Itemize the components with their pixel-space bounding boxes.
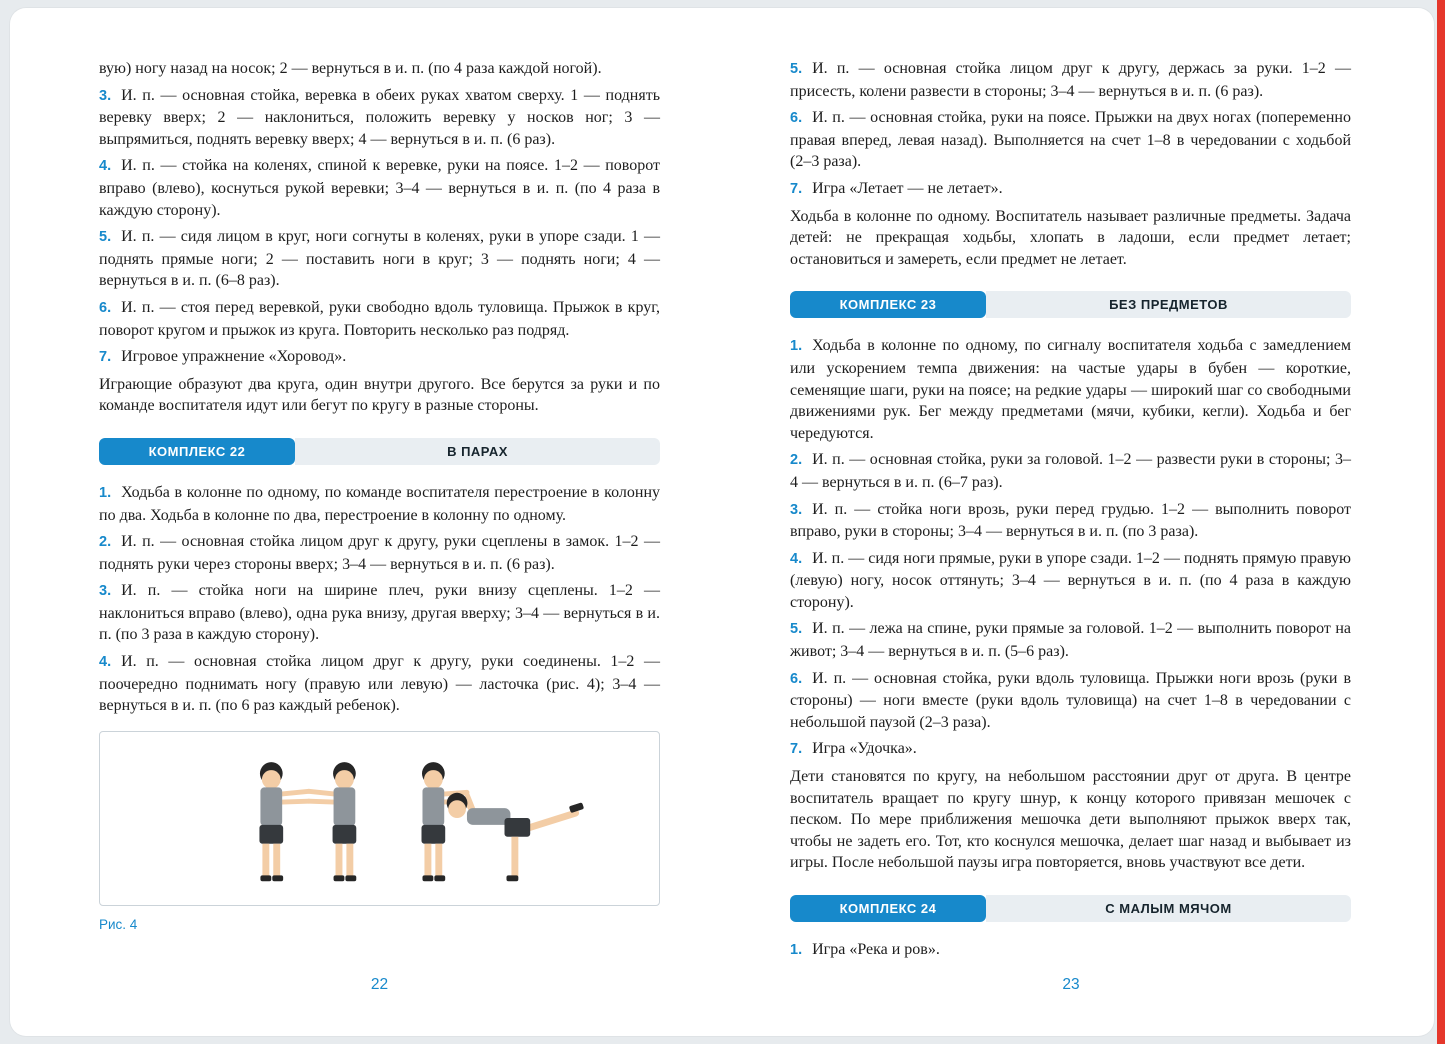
item-number: 7. [790,741,803,758]
figure-caption: Рис. 4 [99,916,138,932]
exercise-item [790,449,1351,493]
item-text: Ходьба в колонне по одному, по сигналу воспитателя ходьба с замедлением или ускорением темпа движения: на частые удары в бубен — короткие, семенящие шаги, руки на поясе; на редкие удары — широкий шаг со свободными движениями рук. Бег между предметами (мячи, кубики, кегли). Ходьба и бег чередуются. [790,337,1351,442]
left-page [99,58,660,967]
item-number: 1. [99,484,112,501]
item-text: И. п. — основная стойка, руки вдоль туловища. Прыжки ноги врозь (руки в стороны) — ноги вместе (руки вдоль туловища) на счет 1–8 в чередовании с небольшой паузой (2–3 раза). [790,669,1351,731]
page-number-right: 23 [1062,976,1080,993]
item-number: 1. [790,338,803,355]
exercise-item [99,226,660,292]
item-number: 4. [99,158,112,175]
item-text: И. п. — сидя ноги прямые, руки в упоре сзади. 1–2 — поднять прямую правую (левую) ногу, носок оттянуть; 3–4 — вернуться в и. п. (по 4 раза в каждую сторону). [790,549,1352,611]
game-description: Дети становятся по кругу, на небольшом расстоянии друг от друга. В центре воспитатель вращает по кругу шнур, к концу которого привязан мешочек с песком. По мере приближения мешочка дети выполняют прыжок вверх так, чтобы не задеть его. Тот, кто коснулся мешочка, делает шаг назад и выбывает из игры. После небольшой паузы игра повторяется, вновь участвуют все дети. [790,768,1351,872]
item-text: И. п. — стоя перед веревкой, руки свободно вдоль туловища. Прыжок в круг, поворот кругом и прыжок из круга. Повторить несколько раз подряд. [99,298,660,339]
book-edge-stripe [1437,0,1445,1044]
item-number: 1. [790,942,803,958]
children-exercise-illustration [103,735,656,902]
exercise-item [790,618,1351,662]
exercise-item [790,107,1351,173]
complex-24-header [790,895,1351,922]
exercise-item [790,58,1351,102]
exercise-item [99,155,660,221]
complex-badge: КОМПЛЕКС 22 [99,438,295,465]
exercise-item [99,651,660,717]
item-text: И. п. — основная стойка, руки за головой. 1–2 — развести руки в стороны; 3–4 — вернуться в и. п. (6–7 раз). [790,451,1351,491]
item-text: И. п. — стойка ноги врозь, руки перед грудью. 1–2 — выполнить поворот вправо, руки в стороны; 3–4 — вернуться в и. п. (по 3 раза). [790,500,1351,541]
item-number: 6. [99,299,112,316]
item-text: Игра «Летает — не летает». [812,179,1003,197]
item-text: Ходьба в колонне по одному, по команде воспитателя перестроение в колонну по два. Ходьба в колонне по два, перестроение в колонну по одному. [99,483,660,524]
exercise-item [790,335,1351,444]
exercise-item [790,499,1351,543]
complex-title: С МАЛЫМ МЯЧОМ [986,895,1351,922]
complex-22-header [99,438,660,465]
game-description: Играющие образуют два круга, один внутри другого. Все берутся за руки и по команде воспитателя идут или бегут по кругу в разные стороны. [99,375,660,415]
item-number: 3. [99,87,112,104]
right-page [790,58,1351,967]
exercise-item [99,580,660,646]
item-number: 4. [790,550,803,567]
item-text: И. п. — основная стойка лицом друг к другу, держась за руки. 1–2 — присесть, колени развести в стороны; 3–4 — вернуться в и. п. (6 раз). [790,60,1351,100]
figure-box [99,731,660,906]
book-spread [10,8,1434,1036]
item-number: 7. [790,180,803,197]
item-number: 6. [790,670,803,687]
item-number: 2. [790,452,803,469]
complex-title: БЕЗ ПРЕДМЕТОВ [986,291,1351,318]
item-number: 5. [99,229,112,246]
item-number: 5. [790,61,803,77]
exercise-item [790,738,1351,761]
item-text: И. п. — основная стойка лицом друг к другу, руки соединены. 1–2 — поочередно поднимать ногу (правую или левую) — ласточка (рис. 4); 3–4 — вернуться в и. п. (по 6 раз каждый ребенок). [99,653,660,715]
complex-badge: КОМПЛЕКС 23 [790,291,986,318]
complex-23-header [790,291,1351,318]
exercise-item [790,668,1351,734]
game-description: Ходьба в колонне по одному. Воспитатель называет различные предметы. Задача детей: не прекращая ходьбы, хлопать в ладоши, если предмет летает; остановиться и замереть, если предмет не летает. [790,207,1351,268]
item-text: Игра «Удочка». [812,740,917,758]
item-number: 4. [99,654,112,671]
item-text: И. п. — основная стойка, веревка в обеих руках хватом сверху. 1 — поднять веревку вверх; 2 — наклониться, положить веревку у носков ног; 3 — выпрямиться, поднять веревку вверх; 4 — вернуться в и. п. (6 раз). [99,86,660,148]
item-text: И. п. — лежа на спине, руки прямые за головой. 1–2 — выполнить поворот на живот; 3–4 — вернуться в и. п. (5–6 раз). [790,620,1351,661]
item-number: 2. [99,534,112,551]
exercise-item [790,939,1351,962]
item-text: Игра «Река и ров». [812,941,940,958]
item-text: И. п. — основная стойка, руки на поясе. Прыжки на двух ногах (попеременно правая вперед, левая назад). Выполняется на счет 1–8 в чередовании с ходьбой (2–3 раза). [790,109,1351,171]
exercise-item [99,531,660,575]
item-text: И. п. — сидя лицом в круг, ноги согнуты в коленях, руки в упоре сзади. 1 — поднять прямые ноги; 2 — поставить ноги в круг; 3 — поднять ноги; 4 — вернуться в и. п. (6–8 раз). [99,228,660,290]
item-number: 3. [790,501,803,518]
exercise-item [99,85,660,151]
complex-title: В ПАРАХ [295,438,660,465]
exercise-item [99,482,660,526]
item-text: И. п. — стойка на коленях, спиной к веревке, руки на поясе. 1–2 — поворот вправо (влево), коснуться рукой веревки; 3–4 — вернуться в и. п. (по 4 раза в каждую сторону). [99,157,660,219]
exercise-item [99,346,660,369]
complex-badge: КОМПЛЕКС 24 [790,895,986,922]
item-text: И. п. — основная стойка лицом друг к другу, руки сцеплены в замок. 1–2 — поднять руки через стороны вверх; 3–4 — вернуться в и. п. (6 раз). [99,533,660,573]
exercise-item [790,178,1351,201]
item-number: 7. [99,349,112,366]
exercise-item [99,297,660,341]
exercise-item [790,548,1351,614]
two-page-spread [10,8,1434,967]
item-text: Игровое упражнение «Хоровод». [121,348,347,366]
item-number: 3. [99,583,112,600]
item-number: 6. [790,110,803,127]
item-number: 5. [790,621,803,638]
page-number-left: 22 [370,976,389,993]
continuation-paragraph: вую) ногу назад на носок; 2 — вернуться в и. п. (по 4 раза каждой ногой). [99,60,602,77]
item-text: И. п. — стойка ноги на ширине плеч, руки внизу сцеплены. 1–2 — наклониться вправо (влево), одна рука внизу, другая вверху; 3–4 — вернуться в и. п. (по 3 раза в каждую сторону). [99,582,660,644]
